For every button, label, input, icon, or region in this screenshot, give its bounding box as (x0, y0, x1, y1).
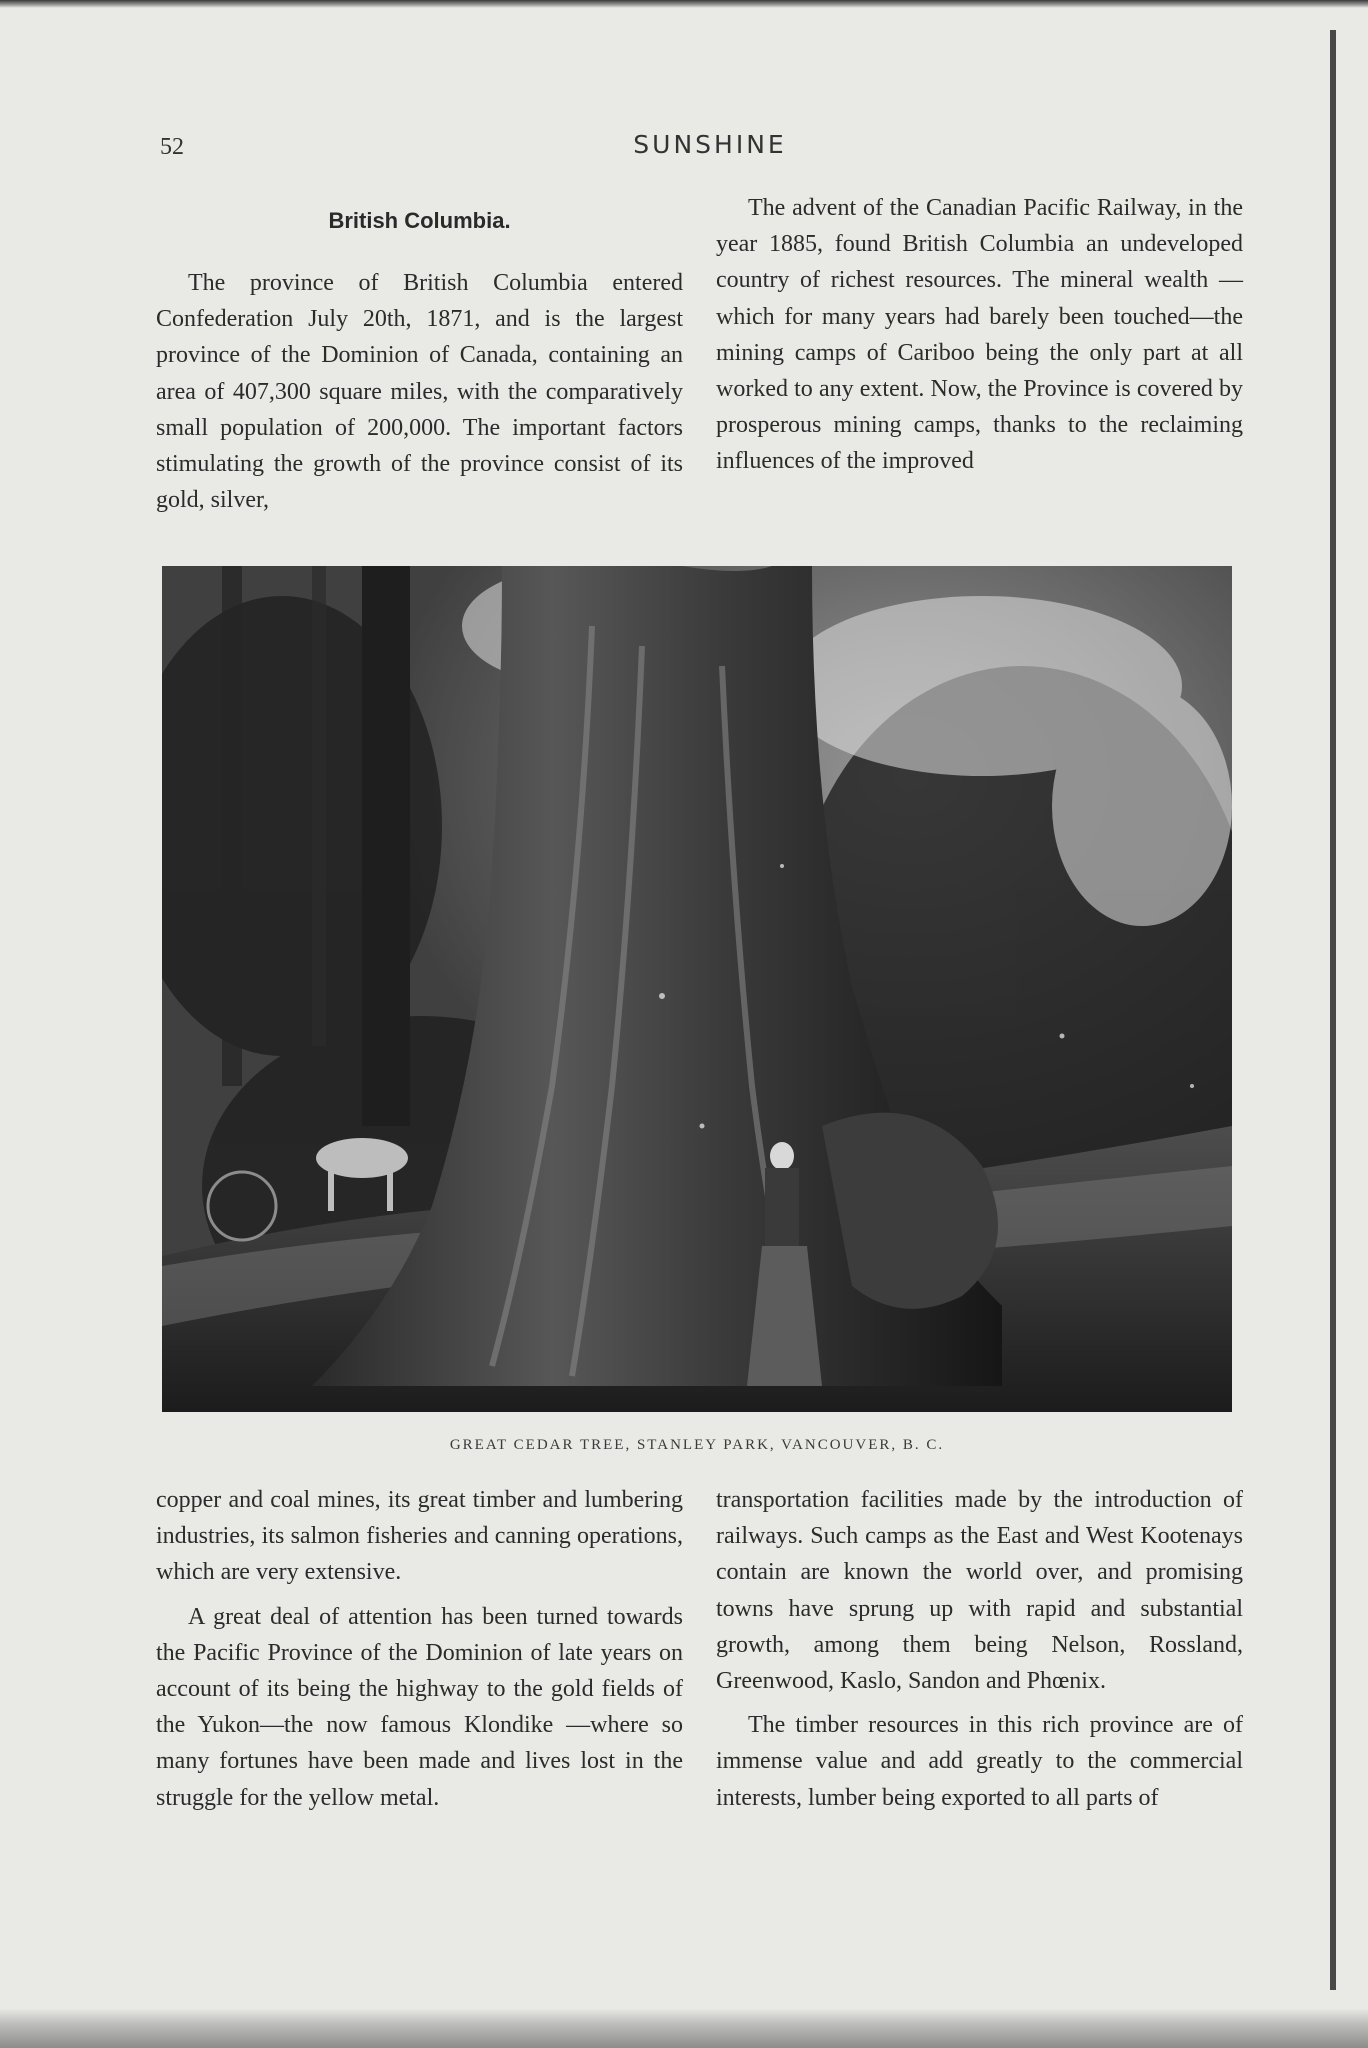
cedar-tree-photo (162, 566, 1232, 1412)
page-number: 52 (160, 134, 184, 160)
paragraph: transportation facilities made by the introduction of railways. Such camps as the East and West Kootenays contain are known the world over, and promising towns have sprung up with rapid and substantial growth, among them being Nelson, Rossland, Greenwood, Kaslo, Sandon and Phœnix. (716, 1487, 1243, 1695)
column-bottom-right (716, 1482, 1243, 1816)
scan-edge-right (1330, 30, 1336, 1990)
paragraph: The advent of the Canadian Pacific Railway, in the year 1885, found British Columbia an undeveloped country of richest resources. The mineral wealth —which for many years had barely been touched—the mining camps of Cariboo being the only part at all worked to any extent. Now, the Province is covered by prosperous mining camps, thanks to the reclaiming influences of the improved (716, 195, 1243, 475)
cedar-tree-illustration (162, 566, 1232, 1412)
photo-caption: GREAT CEDAR TREE, STANLEY PARK, VANCOUVER, B. C. (449, 1437, 945, 1453)
paragraph: copper and coal mines, its great timber and lumbering industries, its salmon fisheries and canning operations, which are very extensive. (156, 1487, 683, 1586)
section-heading: British Columbia. (328, 208, 511, 233)
paragraph: The province of British Columbia entered Confederation July 20th, 1871, and is the largest province of the Dominion of Canada, containing an area of 407,300 square miles, with the comparatively small population of 200,000. The important factors stimulating the growth of the province consist of its gold, silver, (156, 270, 683, 514)
column-bottom-left (156, 1482, 683, 1816)
column-top-right (716, 190, 1243, 480)
scan-edge-bottom (0, 2008, 1368, 2048)
column-top-left (156, 265, 683, 518)
paragraph: The timber resources in this rich province are of immense value and add greatly to the commercial interests, lumber being exported to all parts of (716, 1712, 1243, 1811)
paragraph: A great deal of attention has been turned towards the Pacific Province of the Dominion of late years on account of its being the highway to the gold fields of the Yukon—the now famous Klondike —where so many fortunes have been made and lives lost in the struggle for the yellow metal. (156, 1603, 683, 1811)
scan-edge-top (0, 0, 1368, 8)
running-head: SUNSHINE (633, 130, 787, 159)
